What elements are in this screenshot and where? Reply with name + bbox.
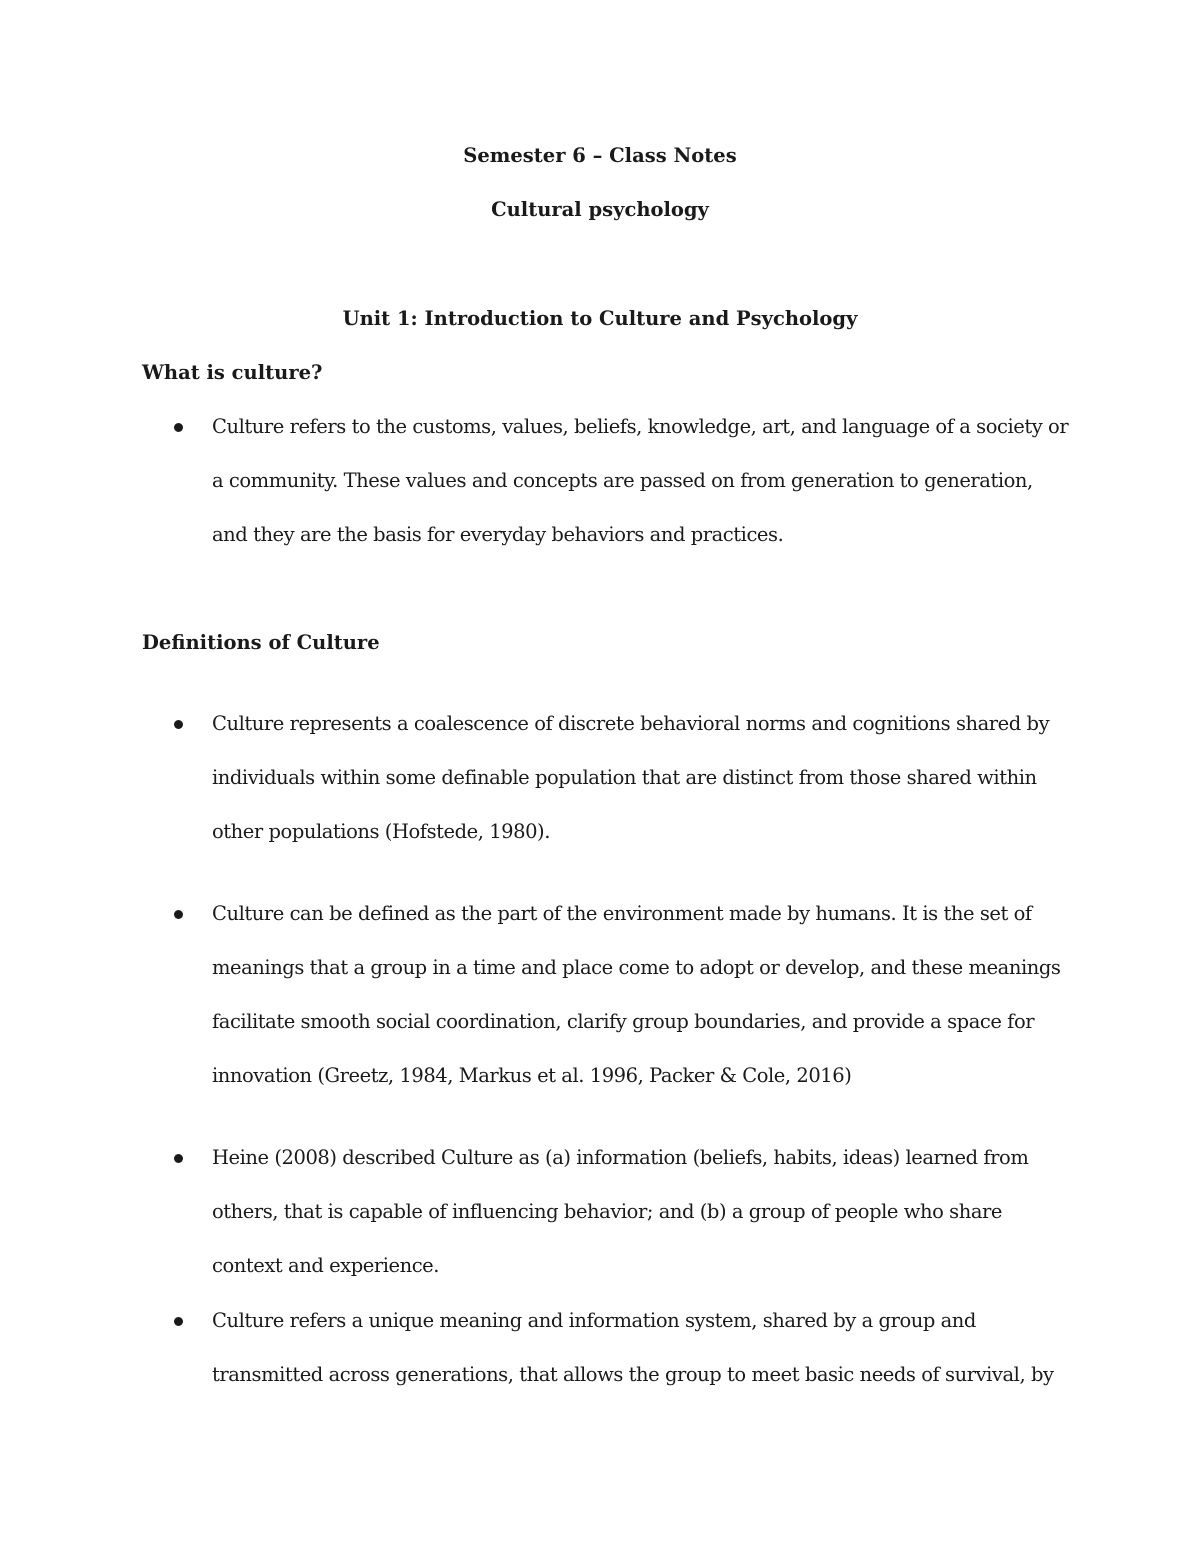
bullet-line: Culture refers to the customs, values, beliefs, knowledge, art, and language of a society or xyxy=(212,415,1069,438)
section-heading-definitions: Definitions of Culture xyxy=(142,631,380,654)
bullet-marker xyxy=(174,423,183,432)
bullet-marker xyxy=(174,910,183,919)
bullet-marker xyxy=(174,720,183,729)
bullet-marker xyxy=(174,1154,183,1163)
bullet-line: meanings that a group in a time and place come to adopt or develop, and these meanings xyxy=(212,956,1061,979)
bullet-line: Heine (2008) described Culture as (a) information (beliefs, habits, ideas) learned from xyxy=(212,1146,1029,1169)
bullet-line: Culture represents a coalescence of discrete behavioral norms and cognitions shared by xyxy=(212,712,1050,735)
bullet-line: a community. These values and concepts are passed on from generation to generation, xyxy=(212,469,1033,492)
bullet-line: facilitate smooth social coordination, clarify group boundaries, and provide a space for xyxy=(212,1010,1035,1033)
bullet-line: and they are the basis for everyday behaviors and practices. xyxy=(212,523,784,546)
bullet-line: others, that is capable of influencing behavior; and (b) a group of people who share xyxy=(212,1200,1002,1223)
bullet-line: Culture refers a unique meaning and information system, shared by a group and xyxy=(212,1309,976,1332)
bullet-line: other populations (Hofstede, 1980). xyxy=(212,820,550,843)
document-subtitle: Cultural psychology xyxy=(491,198,709,221)
bullet-line: Culture can be defined as the part of the environment made by humans. It is the set of xyxy=(212,902,1032,925)
bullet-line: innovation (Greetz, 1984, Markus et al. 1996, Packer & Cole, 2016) xyxy=(212,1064,852,1087)
bullet-line: context and experience. xyxy=(212,1254,440,1277)
document-title: Semester 6 – Class Notes xyxy=(463,144,737,167)
section-heading-what-is-culture: What is culture? xyxy=(142,361,323,384)
unit-heading: Unit 1: Introduction to Culture and Psychology xyxy=(342,307,858,330)
bullet-line: transmitted across generations, that allows the group to meet basic needs of survival, by xyxy=(212,1363,1054,1386)
bullet-marker xyxy=(174,1317,183,1326)
bullet-line: individuals within some definable population that are distinct from those shared within xyxy=(212,766,1037,789)
